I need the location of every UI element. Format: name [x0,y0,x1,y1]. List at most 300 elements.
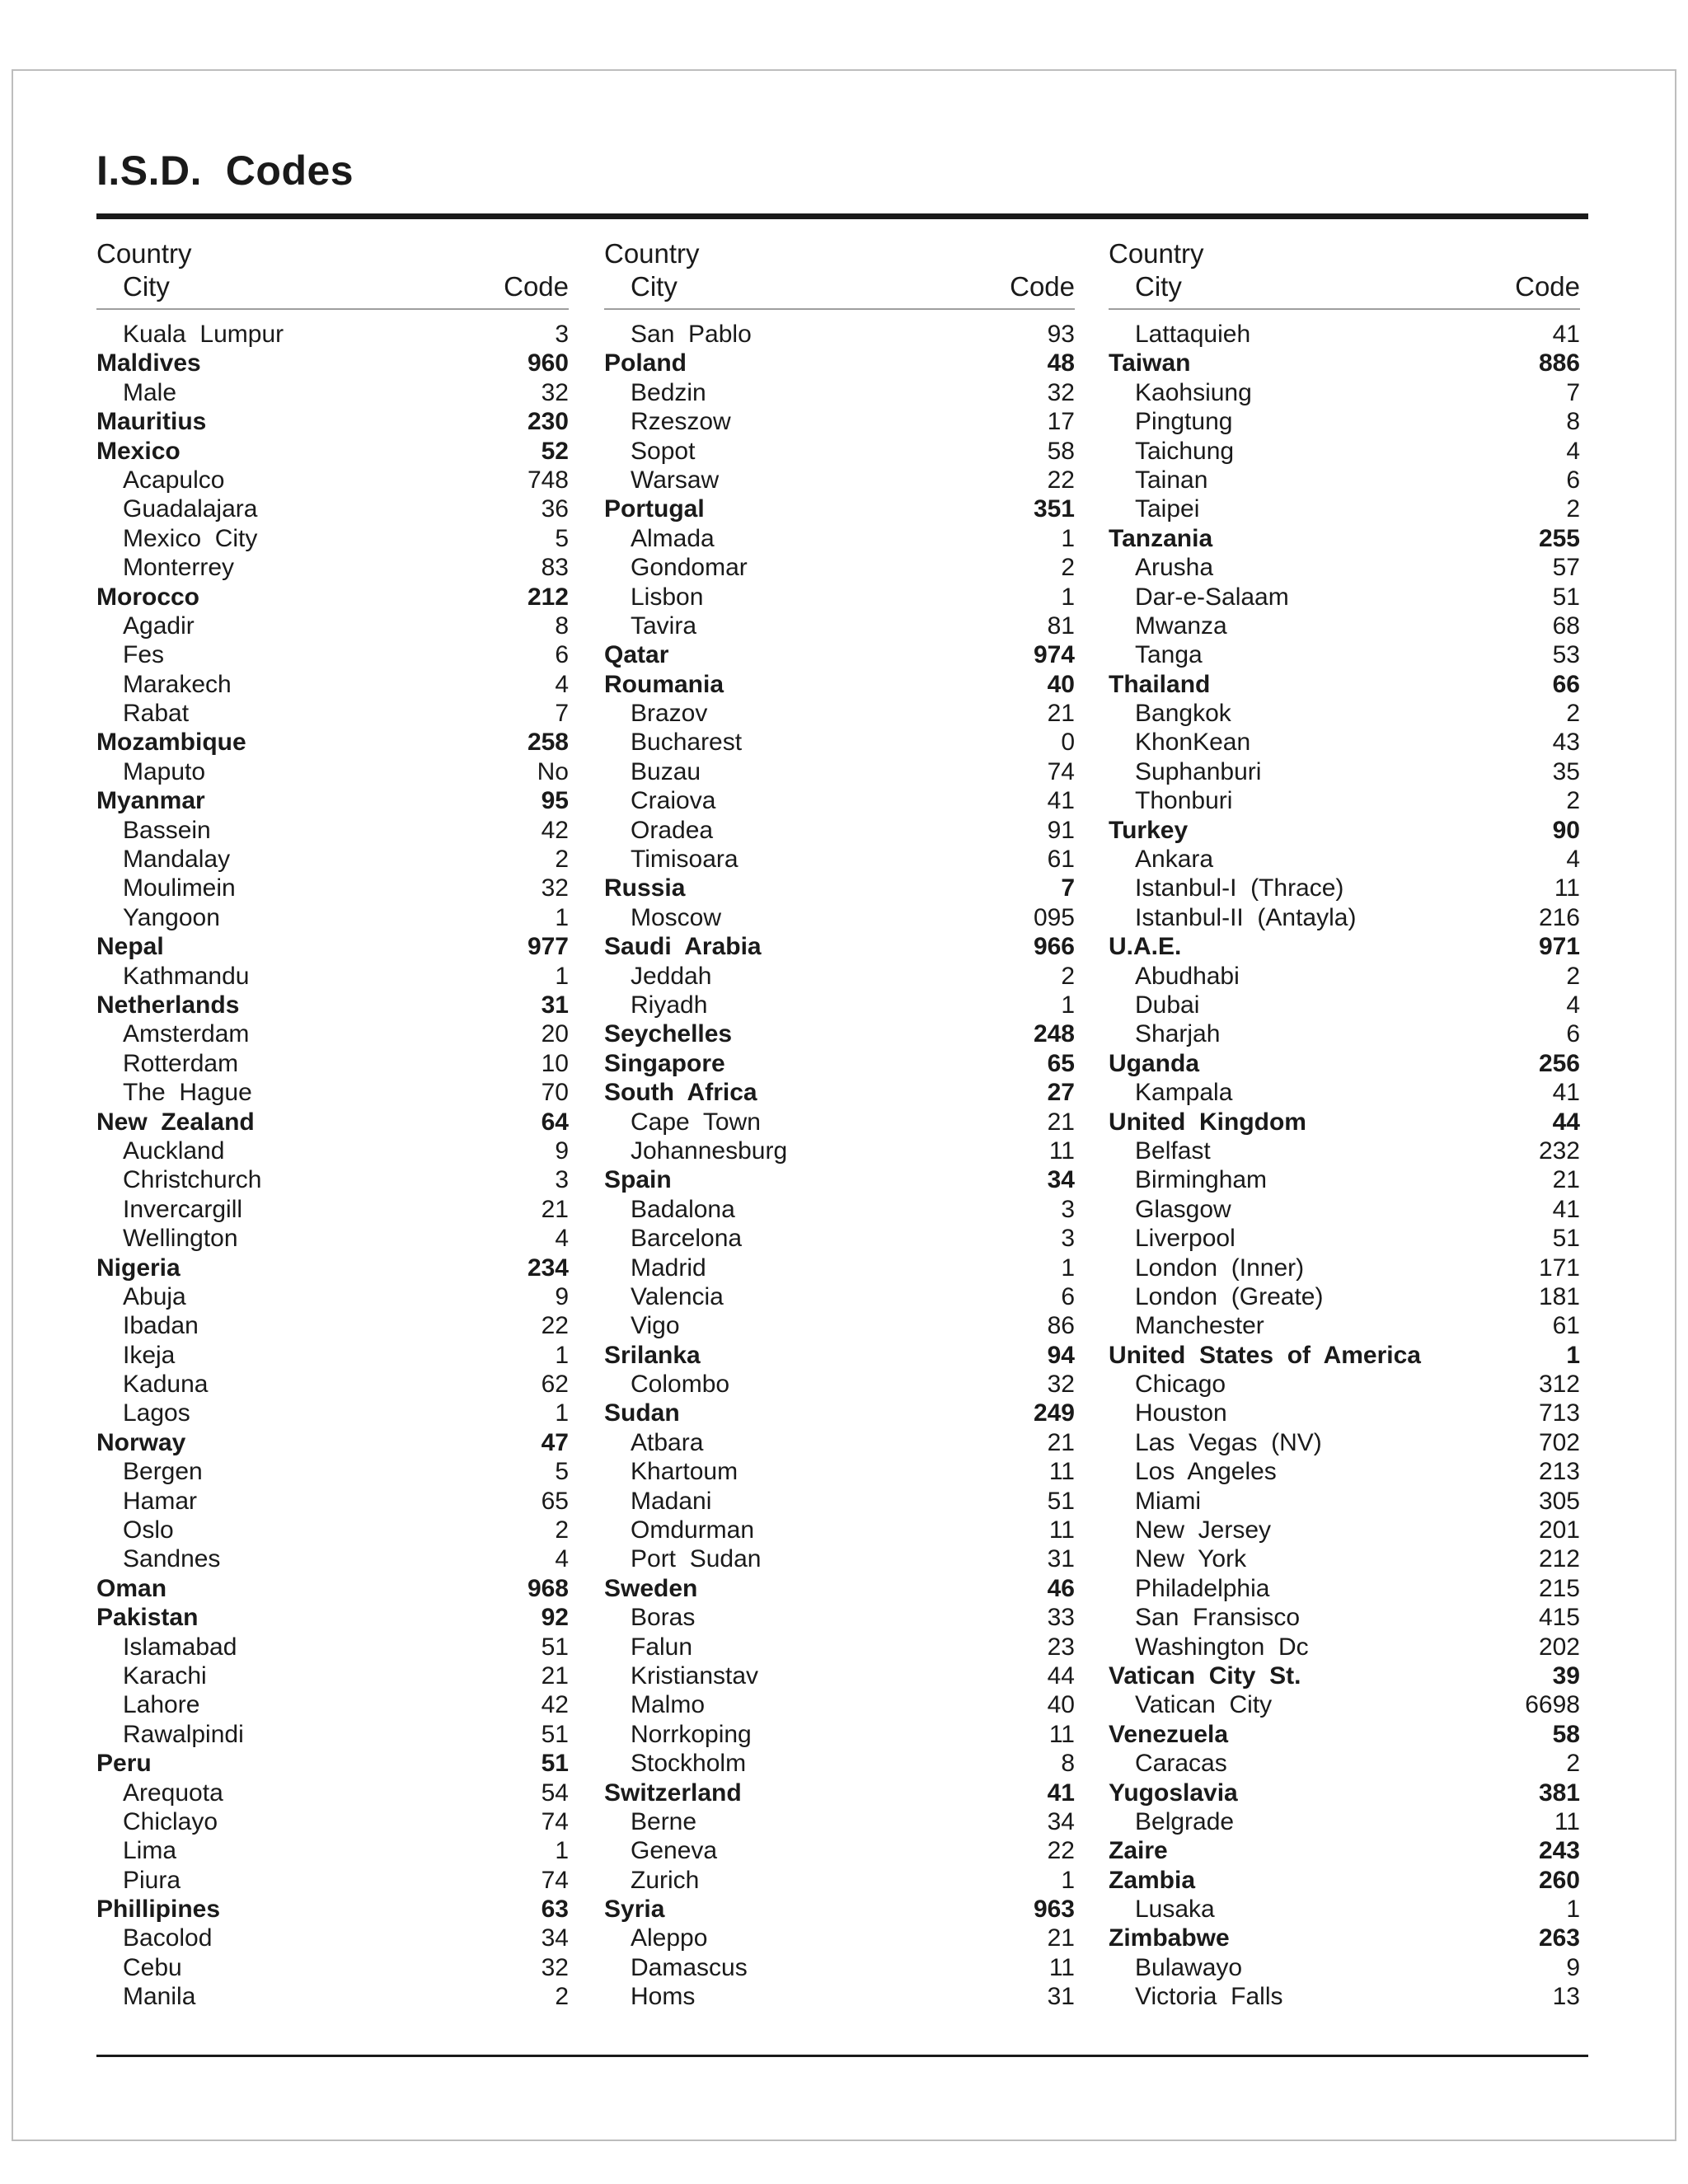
dial-code: 1 [555,903,569,931]
dial-code: 10 [541,1049,569,1077]
dial-code: 42 [541,1691,569,1719]
dial-code: 93 [1047,321,1075,348]
country-name: Myanmar [96,787,205,815]
city-row [1109,699,1580,728]
city-row [96,1341,569,1370]
city-row [1109,1224,1580,1253]
city-name: Mandalay [123,846,231,874]
city-row [1109,612,1580,640]
country-name: Syria [604,1896,665,1924]
city-row [96,1457,569,1486]
city-row [604,1807,1075,1836]
city-name: Christchurch [123,1166,262,1194]
dial-code: 748 [527,466,569,494]
dial-code: 48 [1047,349,1075,377]
city-name: Acapulco [123,466,225,494]
city-row [96,816,569,845]
city-name: Las Vegas (NV) [1135,1428,1322,1456]
country-row [96,349,569,377]
dial-code: No [537,757,569,785]
dial-code: 415 [1538,1604,1580,1632]
city-row [96,612,569,640]
country-name: Taiwan [1109,349,1191,377]
dial-code: 4 [1566,846,1580,874]
country-row [604,1895,1075,1924]
city-row [1109,1603,1580,1632]
dial-code: 3 [555,321,569,348]
city-name: Badalona [631,1195,735,1223]
city-row [604,1661,1075,1690]
dial-code: 51 [541,1750,569,1778]
dial-code: 66 [1552,670,1580,698]
dial-code: 960 [527,349,569,377]
city-row [604,1254,1075,1282]
city-name: Barcelona [631,1225,743,1253]
dial-code: 216 [1538,903,1580,931]
city-row [96,466,569,494]
dial-code: 21 [1047,1428,1075,1456]
dial-code: 9 [1566,1953,1580,1981]
city-row [604,1457,1075,1486]
country-row [604,874,1075,902]
country-row [96,583,569,612]
country-row [604,640,1075,669]
country-row [96,728,569,757]
dial-code: 7 [1061,874,1075,902]
dial-code: 1 [1566,1896,1580,1924]
dial-code: 52 [541,437,569,465]
city-row [1109,845,1580,874]
dial-code: 41 [1047,787,1075,815]
dial-code: 215 [1538,1574,1580,1602]
country-name: Vatican City St. [1109,1661,1301,1690]
city-name: Belgrade [1135,1807,1235,1835]
city-row [604,437,1075,466]
dial-code: 46 [1047,1574,1075,1602]
city-name: Falun [631,1633,693,1661]
dial-code: 8 [555,612,569,640]
country-row [96,1574,569,1603]
country-row [1109,1661,1580,1690]
city-name: Kaohsiung [1135,378,1252,406]
city-row [604,1633,1075,1661]
city-name: Gondomar [631,554,748,582]
country-row [604,1399,1075,1427]
dial-code: 351 [1033,495,1075,523]
city-name: Rotterdam [123,1049,239,1077]
dial-code: 2 [1566,962,1580,990]
dial-code: 21 [1552,1166,1580,1194]
dial-code: 181 [1538,1282,1580,1310]
country-name: Pakistan [96,1604,199,1632]
city-name: Chiclayo [123,1807,218,1835]
city-row [604,407,1075,436]
city-name: Moscow [631,903,722,931]
city-name: Liverpool [1135,1225,1236,1253]
city-name: London (Inner) [1135,1254,1305,1282]
city-row [96,1866,569,1895]
city-row [1109,1195,1580,1224]
dial-code: 57 [1552,554,1580,582]
city-row [96,757,569,786]
dial-code: 260 [1538,1866,1580,1894]
country-row [604,1779,1075,1807]
city-name: Berne [631,1807,697,1835]
dial-code: 61 [1047,846,1075,874]
city-name: Islamabad [123,1633,237,1661]
city-name: Kristianstav [631,1661,759,1690]
city-name: Maputo [123,757,206,785]
city-row [1109,786,1580,815]
country-name: Singapore [604,1049,725,1077]
country-name: Thailand [1109,670,1211,698]
dial-code: 20 [541,1020,569,1048]
city-name: The Hague [123,1079,252,1107]
city-row [604,1108,1075,1137]
city-row [1109,1019,1580,1048]
country-row [604,932,1075,961]
dial-code: 83 [541,554,569,582]
city-name: Riyadh [631,991,708,1019]
city-name: Oradea [631,816,714,844]
column-header [604,237,1075,310]
dial-code: 7 [1566,378,1580,406]
city-row [96,1399,569,1427]
country-row [96,1428,569,1457]
dial-code: 381 [1538,1779,1580,1807]
city-row [96,670,569,699]
dial-code: 11 [1048,1953,1075,1981]
city-name: London (Greate) [1135,1282,1324,1310]
dial-code: 17 [1047,408,1075,436]
dial-code: 2 [1566,787,1580,815]
city-name: Kuala Lumpur [123,321,284,348]
header-country: Country [96,238,192,269]
city-name: Madani [631,1487,712,1515]
city-row [604,991,1075,1019]
city-name: Chicago [1135,1371,1226,1399]
country-row [1109,1049,1580,1078]
dial-code: 27 [1047,1079,1075,1107]
city-row [96,1078,569,1107]
codes-list [96,310,569,2012]
country-name: Qatar [604,641,669,669]
dial-code: 966 [1033,933,1075,961]
city-name: Pingtung [1135,408,1233,436]
country-name: Nigeria [96,1254,181,1282]
city-row [604,1195,1075,1224]
dial-code: 22 [1047,466,1075,494]
city-name: Male [123,378,177,406]
city-name: Craiova [631,787,716,815]
city-name: New Jersey [1135,1516,1272,1544]
city-row [1109,1690,1580,1719]
city-row [96,1779,569,1807]
dial-code: 41 [1552,1195,1580,1223]
city-name: Karachi [123,1661,207,1690]
country-name: Mozambique [96,729,246,757]
city-name: Abuja [123,1282,186,1310]
city-name: Ikeja [123,1341,176,1369]
city-name: Victoria Falls [1135,1983,1283,2011]
dial-code: 702 [1538,1428,1580,1456]
city-name: Oslo [123,1516,174,1544]
dial-code: 968 [527,1574,569,1602]
country-row [96,932,569,961]
country-row [1109,1866,1580,1895]
country-name: Morocco [96,583,200,611]
country-name: Sweden [604,1574,698,1602]
dial-code: 33 [1047,1604,1075,1632]
city-name: Malmo [631,1691,706,1719]
city-row [1109,1544,1580,1573]
city-row [604,728,1075,757]
city-name: Rawalpindi [123,1720,244,1748]
dial-code: 201 [1538,1516,1580,1544]
country-name: Oman [96,1574,167,1602]
dial-code: 61 [1552,1312,1580,1340]
city-row [604,1836,1075,1865]
dial-code: 21 [541,1195,569,1223]
city-name: Dubai [1135,991,1200,1019]
dial-code: 95 [541,787,569,815]
city-row [96,1633,569,1661]
city-row [1109,991,1580,1019]
dial-code: 44 [1552,1108,1580,1136]
city-row [604,1924,1075,1952]
city-row [96,1720,569,1749]
country-row [604,1574,1075,1603]
city-name: Buzau [631,757,701,785]
city-row [96,494,569,523]
city-name: Port Sudan [631,1545,762,1573]
city-name: Invercargill [123,1195,243,1223]
country-row [96,1108,569,1137]
city-row [96,1836,569,1865]
dial-code: 1 [555,1399,569,1427]
dial-code: 22 [1047,1837,1075,1865]
country-row [604,349,1075,377]
city-row [1109,1428,1580,1457]
city-name: Mwanza [1135,612,1227,640]
city-name: Vigo [631,1312,680,1340]
country-row [1109,670,1580,699]
city-row [1109,1370,1580,1399]
country-name: Saudi Arabia [604,933,762,961]
country-row [1109,932,1580,961]
city-name: Madrid [631,1254,706,1282]
dial-code: 31 [1047,1983,1075,2011]
city-row [96,1690,569,1719]
city-name: Tanga [1135,641,1203,669]
city-row [96,1195,569,1224]
city-name: Damascus [631,1953,748,1981]
dial-code: 4 [555,1545,569,1573]
dial-code: 1 [1061,524,1075,552]
country-row [604,494,1075,523]
country-name: Zaire [1109,1837,1168,1865]
country-name: Nepal [96,933,164,961]
dial-code: 23 [1047,1633,1075,1661]
city-row [96,1807,569,1836]
city-name: Los Angeles [1135,1458,1277,1486]
dial-code: 39 [1552,1661,1580,1690]
city-name: Bulawayo [1135,1953,1243,1981]
dial-code: 1 [555,962,569,990]
city-name: Marakech [123,670,232,698]
city-row [1109,874,1580,902]
city-name: Bergen [123,1458,203,1486]
city-row [96,640,569,669]
city-name: Bacolod [123,1924,213,1952]
city-row [604,1137,1075,1165]
country-row [604,1019,1075,1048]
country-name: Zimbabwe [1109,1924,1230,1952]
dial-code: 2 [1061,554,1075,582]
city-name: Rabat [123,700,190,728]
dial-code: 62 [541,1371,569,1399]
country-row [96,786,569,815]
dial-code: 1 [1061,991,1075,1019]
dial-code: 54 [541,1779,569,1807]
country-name: Yugoslavia [1109,1779,1238,1807]
dial-code: 232 [1538,1137,1580,1165]
city-row [1109,1254,1580,1282]
dial-code: 41 [1552,1079,1580,1107]
city-row [604,1866,1075,1895]
city-row [96,1311,569,1340]
dial-code: 963 [1033,1896,1075,1924]
country-name: Phillipines [96,1896,221,1924]
city-row [604,1516,1075,1544]
city-name: Warsaw [631,466,720,494]
dial-code: 212 [1538,1545,1580,1573]
city-name: Aleppo [631,1924,708,1952]
city-name: Arequota [123,1779,223,1807]
city-row [1109,1749,1580,1778]
dial-code: 256 [1538,1049,1580,1077]
country-name: Uganda [1109,1049,1200,1077]
dial-code: 258 [527,729,569,757]
country-name: United States of America [1109,1341,1421,1369]
city-row [96,378,569,407]
country-name: Netherlands [96,991,240,1019]
dial-code: 230 [527,408,569,436]
city-name: Dar-e-Salaam [1135,583,1289,611]
country-name: New Zealand [96,1108,255,1136]
city-name: Manchester [1135,1312,1264,1340]
dial-code: 9 [555,1137,569,1165]
country-row [96,1895,569,1924]
country-row [604,1165,1075,1194]
country-name: Venezuela [1109,1720,1229,1748]
dial-code: 263 [1538,1924,1580,1952]
city-name: Lisbon [631,583,704,611]
city-row [96,874,569,902]
dial-code: 21 [1047,1924,1075,1952]
city-row [1109,407,1580,436]
dial-code: 74 [1047,757,1075,785]
dial-code: 92 [541,1604,569,1632]
country-name: Tanzania [1109,524,1213,552]
city-name: Fes [123,641,165,669]
city-row [96,320,569,349]
city-row [1109,378,1580,407]
country-row [1109,349,1580,377]
city-row [96,553,569,582]
dial-code: 51 [541,1633,569,1661]
dial-code: 58 [1552,1720,1580,1748]
dial-code: 1 [1566,1341,1580,1369]
dial-code: 35 [1552,757,1580,785]
dial-code: 64 [541,1108,569,1136]
city-row [604,1544,1075,1573]
dial-code: 51 [1552,583,1580,611]
city-row [96,699,569,728]
city-row [96,1516,569,1544]
dial-code: 34 [541,1924,569,1952]
dial-code: 13 [1552,1983,1580,2011]
dial-code: 1 [555,1837,569,1865]
dial-code: 11 [1554,874,1580,902]
dial-code: 31 [1047,1545,1075,1573]
dial-code: 171 [1538,1254,1580,1282]
city-name: San Pablo [631,321,752,348]
city-name: Lattaquieh [1135,321,1251,348]
city-name: Lusaka [1135,1896,1215,1924]
city-name: Sharjah [1135,1020,1221,1048]
country-name: Roumania [604,670,724,698]
dial-code: 58 [1047,437,1075,465]
country-name: United Kingdom [1109,1108,1306,1136]
dial-code: 6 [1061,1282,1075,1310]
city-row [604,1690,1075,1719]
country-name: Portugal [604,495,705,523]
city-row [604,320,1075,349]
country-row [1109,1108,1580,1137]
city-name: Ankara [1135,846,1214,874]
city-name: Tainan [1135,466,1208,494]
city-name: Piura [123,1866,181,1894]
dial-code: 1 [555,1341,569,1369]
country-name: Mexico [96,437,181,465]
city-row [604,845,1075,874]
city-name: Homs [631,1983,696,2011]
header-code: Code [1010,271,1075,302]
dial-code: 32 [1047,378,1075,406]
dial-code: 65 [541,1487,569,1515]
city-name: Timisoara [631,846,738,874]
dial-code: 3 [555,1166,569,1194]
dial-code: 3 [1061,1195,1075,1223]
city-row [604,786,1075,815]
city-name: Auckland [123,1137,225,1165]
city-row [604,1282,1075,1311]
dial-code: 11 [1048,1720,1075,1748]
city-name: Houston [1135,1399,1227,1427]
city-name: Guadalajara [123,495,258,523]
city-row [1109,466,1580,494]
city-row [1109,1457,1580,1486]
header-city: City [631,271,678,302]
city-name: Thonburi [1135,787,1233,815]
dial-code: 5 [555,1458,569,1486]
country-name: Spain [604,1166,672,1194]
header-country: Country [1109,238,1204,269]
city-row [1109,1807,1580,1836]
dial-code: 1 [1061,1254,1075,1282]
city-name: Abudhabi [1135,962,1240,990]
